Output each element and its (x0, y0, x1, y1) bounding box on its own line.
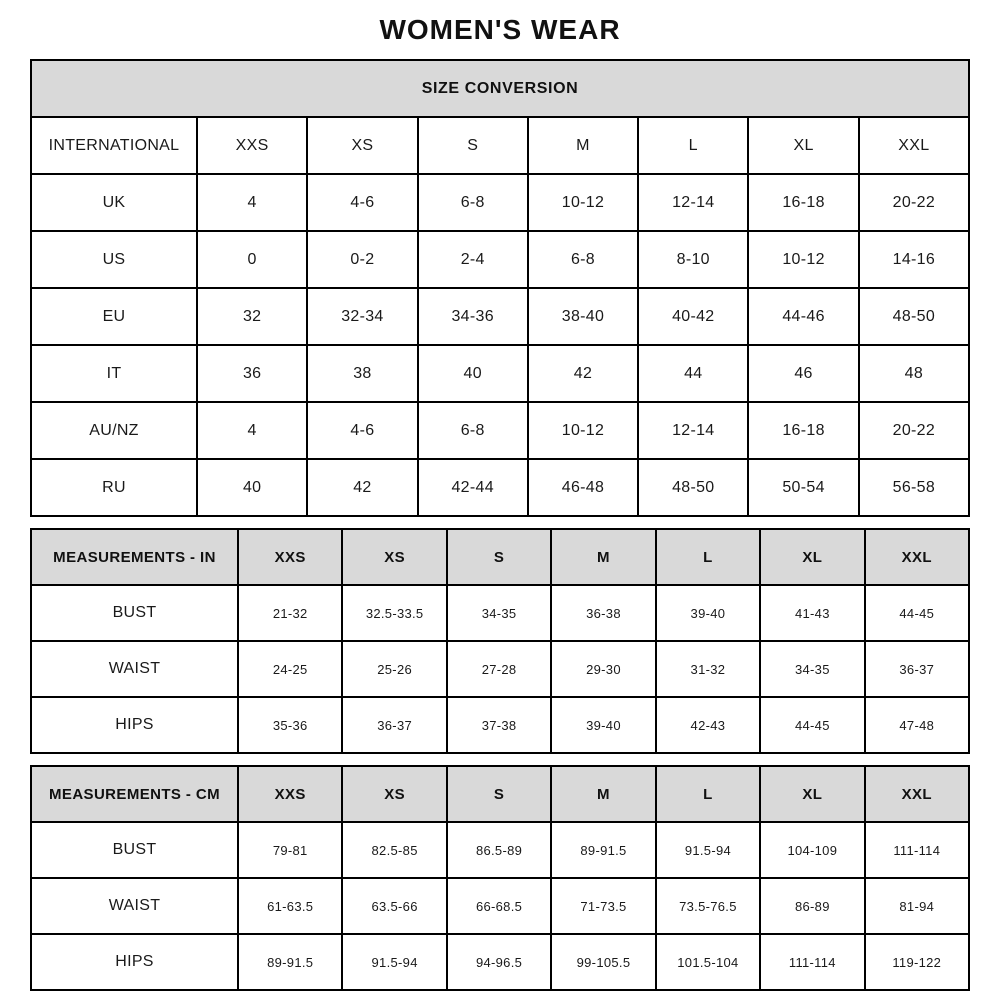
value-cell: 12-14 (639, 403, 747, 458)
size-header-cell: XS (343, 530, 445, 584)
value-cell: 4-6 (308, 175, 416, 230)
size-header-cell: M (552, 530, 654, 584)
value-cell: 8-10 (639, 232, 747, 287)
value-cell: 10-12 (749, 232, 857, 287)
value-cell: 44 (639, 346, 747, 401)
row-label: WAIST (32, 879, 237, 933)
value-cell: 14-16 (860, 232, 968, 287)
value-cell: 12-14 (639, 175, 747, 230)
size-header-cell: L (657, 530, 759, 584)
value-cell: 20-22 (860, 403, 968, 458)
value-cell: 2-4 (419, 232, 527, 287)
value-cell: 40 (198, 460, 306, 515)
row-label: BUST (32, 586, 237, 640)
value-cell: 40 (419, 346, 527, 401)
column-header-cell: XL (749, 118, 857, 173)
value-cell: 111-114 (761, 935, 863, 989)
value-cell: 21-32 (239, 586, 341, 640)
value-cell: 111-114 (866, 823, 968, 877)
value-cell: 99-105.5 (552, 935, 654, 989)
value-cell: 25-26 (343, 642, 445, 696)
measurements-in-table (30, 528, 970, 754)
value-cell: 34-35 (448, 586, 550, 640)
row-label: HIPS (32, 698, 237, 752)
value-cell: 34-36 (419, 289, 527, 344)
value-cell: 89-91.5 (239, 935, 341, 989)
value-cell: 61-63.5 (239, 879, 341, 933)
value-cell: 36 (198, 346, 306, 401)
value-cell: 42-44 (419, 460, 527, 515)
value-cell: 119-122 (866, 935, 968, 989)
value-cell: 91.5-94 (343, 935, 445, 989)
value-cell: 35-36 (239, 698, 341, 752)
value-cell: 36-38 (552, 586, 654, 640)
measurements-cm-header: MEASUREMENTS - CM (32, 767, 237, 821)
value-cell: 50-54 (749, 460, 857, 515)
row-label: BUST (32, 823, 237, 877)
size-header-cell: XXL (866, 530, 968, 584)
value-cell: 31-32 (657, 642, 759, 696)
value-cell: 42 (308, 460, 416, 515)
value-cell: 24-25 (239, 642, 341, 696)
column-header-cell: XXL (860, 118, 968, 173)
value-cell: 44-45 (761, 698, 863, 752)
value-cell: 46 (749, 346, 857, 401)
value-cell: 4 (198, 175, 306, 230)
value-cell: 44-46 (749, 289, 857, 344)
value-cell: 10-12 (529, 403, 637, 458)
page-title: WOMEN'S WEAR (379, 14, 621, 45)
value-cell: 6-8 (419, 403, 527, 458)
row-label: EU (32, 289, 196, 344)
row-label: HIPS (32, 935, 237, 989)
value-cell: 16-18 (749, 403, 857, 458)
size-header-cell: S (448, 530, 550, 584)
size-header-cell: XS (343, 767, 445, 821)
value-cell: 47-48 (866, 698, 968, 752)
value-cell: 37-38 (448, 698, 550, 752)
value-cell: 79-81 (239, 823, 341, 877)
value-cell: 94-96.5 (448, 935, 550, 989)
value-cell: 40-42 (639, 289, 747, 344)
value-cell: 42-43 (657, 698, 759, 752)
value-cell: 0-2 (308, 232, 416, 287)
value-cell: 89-91.5 (552, 823, 654, 877)
value-cell: 44-45 (866, 586, 968, 640)
value-cell: 36-37 (343, 698, 445, 752)
value-cell: 101.5-104 (657, 935, 759, 989)
row-label: WAIST (32, 642, 237, 696)
value-cell: 34-35 (761, 642, 863, 696)
value-cell: 20-22 (860, 175, 968, 230)
value-cell: 27-28 (448, 642, 550, 696)
value-cell: 39-40 (552, 698, 654, 752)
measurements-cm-table (30, 765, 970, 991)
value-cell: 29-30 (552, 642, 654, 696)
value-cell: 6-8 (419, 175, 527, 230)
value-cell: 81-94 (866, 879, 968, 933)
row-label: RU (32, 460, 196, 515)
value-cell: 32 (198, 289, 306, 344)
value-cell: 71-73.5 (552, 879, 654, 933)
value-cell: 32-34 (308, 289, 416, 344)
value-cell: 86-89 (761, 879, 863, 933)
value-cell: 56-58 (860, 460, 968, 515)
value-cell: 42 (529, 346, 637, 401)
value-cell: 73.5-76.5 (657, 879, 759, 933)
row-label: IT (32, 346, 196, 401)
value-cell: 4 (198, 403, 306, 458)
value-cell: 48 (860, 346, 968, 401)
value-cell: 32.5-33.5 (343, 586, 445, 640)
column-header-cell: L (639, 118, 747, 173)
size-header-cell: L (657, 767, 759, 821)
value-cell: 46-48 (529, 460, 637, 515)
row-label: AU/NZ (32, 403, 196, 458)
size-header-cell: S (448, 767, 550, 821)
size-header-cell: XXS (239, 767, 341, 821)
value-cell: 82.5-85 (343, 823, 445, 877)
value-cell: 6-8 (529, 232, 637, 287)
size-conversion-header: SIZE CONVERSION (32, 61, 968, 116)
value-cell: 48-50 (860, 289, 968, 344)
value-cell: 38 (308, 346, 416, 401)
size-header-cell: XL (761, 767, 863, 821)
value-cell: 104-109 (761, 823, 863, 877)
size-conversion-table (30, 59, 970, 517)
row-label: US (32, 232, 196, 287)
value-cell: 38-40 (529, 289, 637, 344)
column-header-cell: XS (308, 118, 416, 173)
value-cell: 39-40 (657, 586, 759, 640)
measurements-in-header: MEASUREMENTS - IN (32, 530, 237, 584)
value-cell: 36-37 (866, 642, 968, 696)
column-header-cell: M (529, 118, 637, 173)
value-cell: 41-43 (761, 586, 863, 640)
size-header-cell: XL (761, 530, 863, 584)
value-cell: 66-68.5 (448, 879, 550, 933)
value-cell: 0 (198, 232, 306, 287)
size-header-cell: XXL (866, 767, 968, 821)
value-cell: 91.5-94 (657, 823, 759, 877)
value-cell: 4-6 (308, 403, 416, 458)
column-header-cell: S (419, 118, 527, 173)
row-label: UK (32, 175, 196, 230)
size-header-cell: M (552, 767, 654, 821)
column-header-cell: XXS (198, 118, 306, 173)
value-cell: 16-18 (749, 175, 857, 230)
value-cell: 10-12 (529, 175, 637, 230)
value-cell: 48-50 (639, 460, 747, 515)
column-header-cell: INTERNATIONAL (32, 118, 196, 173)
value-cell: 86.5-89 (448, 823, 550, 877)
size-header-cell: XXS (239, 530, 341, 584)
value-cell: 63.5-66 (343, 879, 445, 933)
